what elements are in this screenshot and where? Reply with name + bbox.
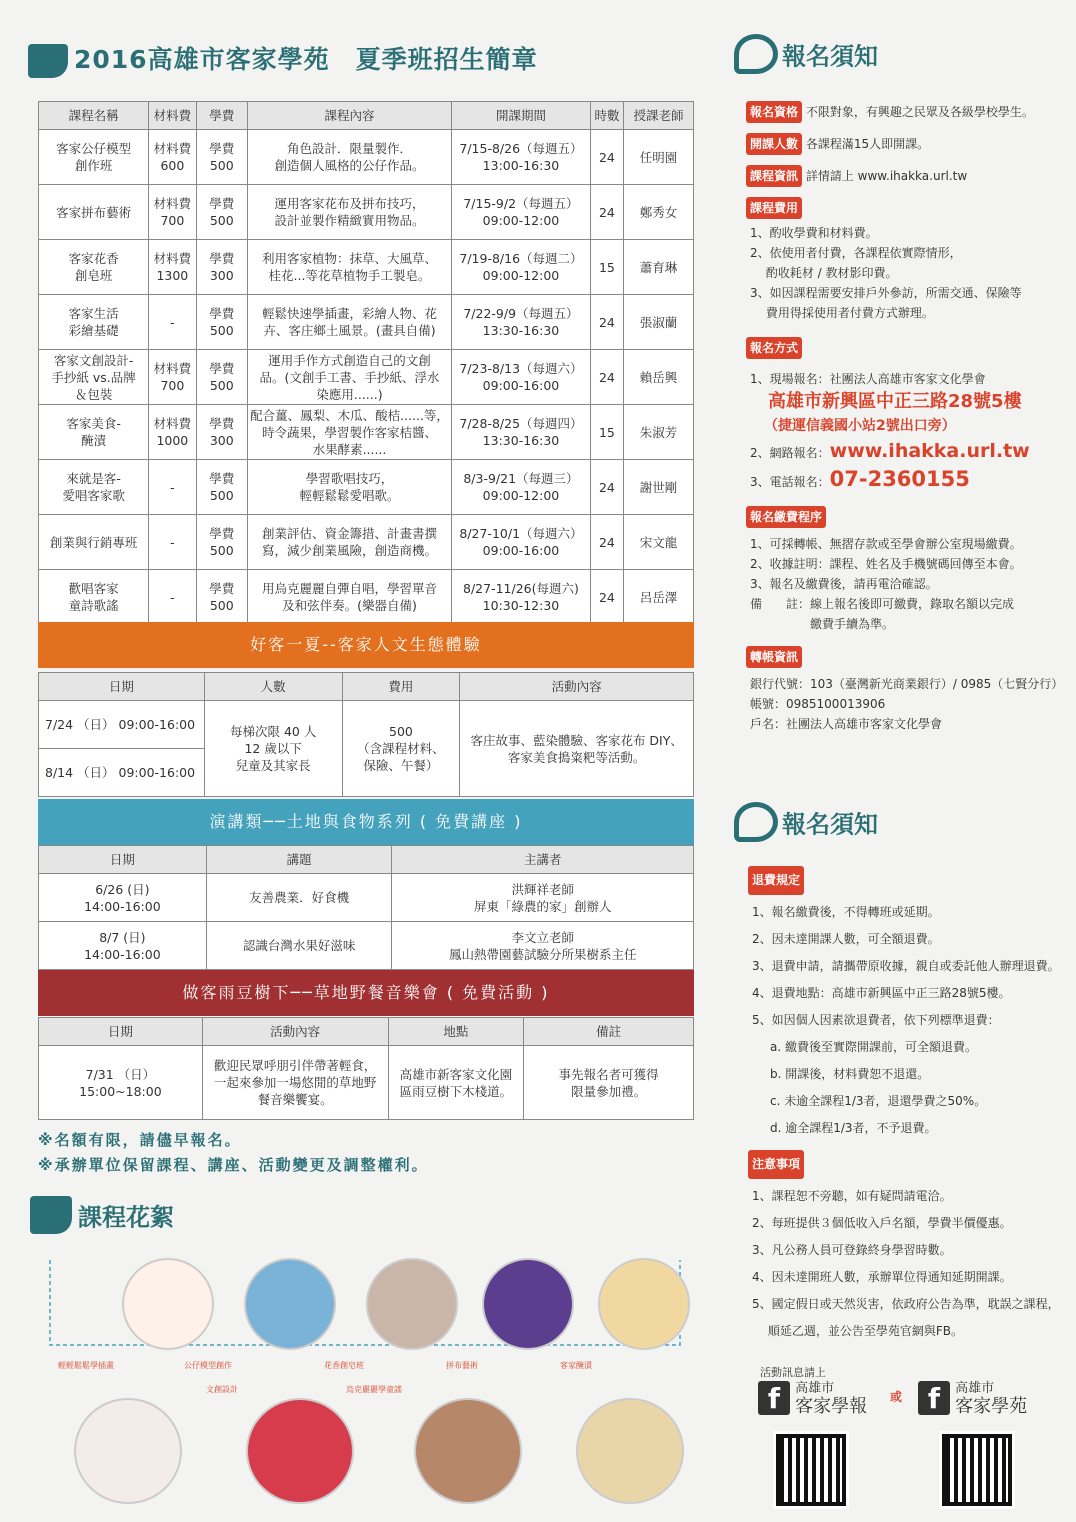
caption-design: 文創設計 [206, 1385, 238, 1394]
list-item: 5、如因個人因素欲退費者，依下列標準退費： [752, 1013, 1000, 1027]
gallery-title [30, 1196, 174, 1234]
fb1-name: 客家學報 [795, 1396, 868, 1417]
fb2-name: 客家學苑 [955, 1396, 1028, 1417]
course-cell: 24 [590, 295, 623, 350]
course-cell: 24 [590, 515, 623, 570]
course-cell: 學習歌唱技巧， 輕輕鬆鬆愛唱歌。 [248, 460, 452, 515]
notice-2-header [734, 802, 878, 842]
course-table [38, 101, 694, 625]
table-row [39, 460, 694, 515]
caption-ukulele: 烏克麗麗學童謠 [346, 1385, 402, 1394]
list-item: 4、因未達開班人數，承辦單位得通知延期開課。 [752, 1270, 1012, 1284]
signup-phone-label: 3、電話報名： [750, 475, 830, 489]
list-item: 順延乙週，並公告至學苑官網與FB。 [752, 1324, 963, 1338]
exp-header-date: 日期 [39, 673, 205, 701]
list-item: 1、報名繳費後，不得轉班或延期。 [752, 905, 940, 919]
course-cell: 歡唱客家 童詩歌謠 [39, 570, 149, 625]
course-cell: 配合薑、鳳梨、木瓜、酸桔......等， 時令蔬果，學習製作客家桔醬、 水果酵素...... [248, 405, 452, 460]
gallery-photo-soap [366, 1258, 458, 1350]
list-item: 銀行代號：103（臺灣新光商業銀行）/ 0985（七賢分行） [750, 677, 1064, 691]
concert-date: 7/31 （日） 15:00~18:00 [39, 1046, 203, 1120]
gallery-photo-pickles [598, 1258, 690, 1350]
course-cell: 8/27-10/1（每週六） 09:00-16:00 [451, 515, 590, 570]
course-info-text: 詳情請上 www.ihakka.url.tw [805, 169, 968, 183]
table-row [39, 405, 694, 460]
notice-2-body [748, 866, 1073, 1345]
tag-payment-process: 報名繳費程序 [746, 506, 826, 528]
caption-illustration: 輕輕鬆鬆學插畫 [58, 1361, 114, 1370]
course-cell: - [149, 570, 196, 625]
tag-transfer-info: 轉帳資訊 [746, 646, 802, 668]
course-cell: 呂岳澤 [623, 570, 693, 625]
signup-phone[interactable]: 07-2360155 [829, 467, 970, 491]
tag-class-size: 開課人數 [746, 133, 802, 155]
course-cell: 材料費 700 [149, 185, 196, 240]
course-table-header [39, 102, 694, 130]
course-cell: 學費 500 [196, 570, 247, 625]
q-notice-icon [734, 802, 778, 842]
exp-header-fee: 費用 [342, 673, 460, 701]
qr-code-1[interactable] [776, 1434, 846, 1506]
course-cell: 材料費 700 [149, 350, 196, 405]
lecture-speaker-1: 洪輝祥老師 屏東「綠農的家」創辦人 [392, 874, 694, 922]
list-item: 酌收耗材 / 教材影印費。 [750, 266, 898, 280]
signup-onsite: 1、現場報名：社團法人高雄市客家文化學會 [750, 372, 986, 386]
course-header-6: 授課老師 [623, 102, 693, 130]
course-cell: 來就是客- 愛唱客家歌 [39, 460, 149, 515]
course-cell: 學費 500 [196, 295, 247, 350]
tag-eligibility: 報名資格 [746, 101, 802, 123]
signup-web-label: 2、網路報名： [750, 446, 830, 460]
signup-address-note: （捷運信義國小站2號出口旁） [764, 418, 956, 434]
remark-2: ※承辦單位保留課程、講座、活動變更及調整權利。 [38, 1156, 429, 1174]
tag-notes: 注意事項 [748, 1150, 804, 1179]
course-cell: 客家花香 創皂班 [39, 240, 149, 295]
exp-header-people: 人數 [204, 673, 342, 701]
course-cell: 蕭育琳 [623, 240, 693, 295]
list-item: 帳號：0985100013906 [750, 697, 886, 711]
or-text: 或 [890, 1390, 903, 1404]
fb2-city: 高雄市 [955, 1381, 995, 1396]
page-title [28, 40, 538, 78]
course-cell: 8/3-9/21（每週三） 09:00-12:00 [451, 460, 590, 515]
list-item: c. 未逾全課程1/3者，退還學費之50%。 [770, 1094, 987, 1108]
bank-list [746, 674, 1071, 734]
class-size-text: 各課程滿15人即開課。 [805, 137, 930, 151]
course-cell: 材料費 1300 [149, 240, 196, 295]
course-cell: 張淑蘭 [623, 295, 693, 350]
course-cell: 用烏克麗麗自彈自唱，學習單音 及和弦伴奏。(樂器自備) [248, 570, 452, 625]
list-item: 繳費手續為準。 [750, 617, 895, 631]
refund-sub-list [748, 1034, 1073, 1142]
course-cell: 謝世剛 [623, 460, 693, 515]
course-cell: 學費 500 [196, 185, 247, 240]
course-header-0: 課程名稱 [39, 102, 149, 130]
lecture-header-date: 日期 [39, 846, 207, 874]
course-cell: 8/27-11/26(每週六) 10:30-12:30 [451, 570, 590, 625]
concert-header-note: 備註 [524, 1018, 694, 1046]
notice-1-title: 報名須知 [782, 42, 878, 71]
notice-1-body [746, 101, 1071, 734]
caption-soap: 花香創皂班 [324, 1361, 364, 1370]
list-item: 費用得採使用者付費方式辦理。 [750, 306, 934, 320]
course-cell: 運用手作方式創造自己的文創 品。(文創手工書、手抄紙、浮水 染應用......) [248, 350, 452, 405]
book-icon [28, 44, 68, 78]
course-cell: 24 [590, 570, 623, 625]
concert-place: 高雄市新客家文化園 區雨豆樹下木棧道。 [388, 1046, 524, 1120]
lecture-topic-1: 友善農業．好食機 [206, 874, 392, 922]
course-cell: 24 [590, 460, 623, 515]
qr-code-2[interactable] [942, 1434, 1012, 1506]
fb1-city: 高雄市 [795, 1381, 835, 1396]
course-cell: 創業與行銷專班 [39, 515, 149, 570]
course-cell: 7/15-9/2（每週五） 09:00-12:00 [451, 185, 590, 240]
caption-patchwork: 拼布藝術 [446, 1361, 478, 1370]
exp-fee: 500 （含課程材料、 保險、午餐） [342, 701, 460, 797]
table-row [39, 515, 694, 570]
course-cell: 學費 500 [196, 460, 247, 515]
table-row [39, 295, 694, 350]
payment-list [746, 534, 1071, 634]
refund-list [748, 899, 1073, 1034]
course-cell: - [149, 515, 196, 570]
concert-bar: 做客雨豆樹下──草地野餐音樂會 ( 免費活動 ) [38, 970, 694, 1016]
gallery-photo-patchwork [482, 1258, 574, 1350]
course-cell: 宋文龍 [623, 515, 693, 570]
list-item: d. 逾全課程1/3者，不予退費。 [770, 1121, 937, 1135]
course-cell: 賴岳興 [623, 350, 693, 405]
caption-figurine: 公仔模型創作 [184, 1361, 232, 1370]
exp-date-2: 8/14 （日） 09:00-16:00 [39, 749, 205, 797]
exp-people: 每梯次限 40 人 12 歲以下 兒童及其家長 [204, 701, 342, 797]
tag-course-info: 課程資訊 [746, 165, 802, 187]
experience-table [38, 672, 694, 797]
list-item: 3、報名及繳費後，請再電洽確認。 [750, 577, 938, 591]
course-cell: 7/15-8/26（每週五） 13:00-16:30 [451, 130, 590, 185]
exp-header-content: 活動內容 [460, 673, 694, 701]
course-cell: - [149, 460, 196, 515]
concert-header-content: 活動內容 [202, 1018, 388, 1046]
fb-page-1[interactable] [758, 1380, 867, 1416]
table-row [39, 240, 694, 295]
course-cell: 客家公仔模型 創作班 [39, 130, 149, 185]
course-cell: 24 [590, 350, 623, 405]
course-cell: 角色設計．限量製作． 創造個人風格的公仔作品。 [248, 130, 452, 185]
list-item: 3、退費申請，請攜帶原收據，親自或委託他人辦理退費。 [752, 959, 1060, 973]
list-item: 5、國定假日或天然災害，依政府公告為準，耽誤之課程， [752, 1297, 1060, 1311]
course-header-1: 材料費 [149, 102, 196, 130]
book-icon [30, 1196, 72, 1234]
course-cell: 24 [590, 130, 623, 185]
gallery-photo-ukulele [414, 1398, 522, 1504]
gallery-photo-package [246, 1398, 354, 1504]
list-item: 2、每班提供３個低收入戶名額，學費半價優惠。 [752, 1216, 1012, 1230]
course-header-2: 學費 [196, 102, 247, 130]
course-cell: 材料費 1000 [149, 405, 196, 460]
signup-address: 高雄市新興區中正三路28號5樓 [768, 391, 1022, 412]
notes-list [748, 1183, 1073, 1345]
course-cell: 學費 300 [196, 240, 247, 295]
table-row [39, 570, 694, 625]
list-item: 3、如因課程需要安排戶外參訪，所需交通、保險等 [750, 286, 1022, 300]
course-cell: 7/23-8/13（每週六） 09:00-16:00 [451, 350, 590, 405]
lecture-topic-2: 認識台灣水果好滋味 [206, 922, 392, 970]
course-cell: 學費 500 [196, 350, 247, 405]
gallery-photo-illustration [122, 1258, 214, 1350]
tag-signup-method: 報名方式 [746, 337, 802, 359]
list-item: 3、凡公務人員可登錄終身學習時數。 [752, 1243, 952, 1257]
lecture-date-1: 6/26 (日) 14:00-16:00 [39, 874, 207, 922]
list-item: 2、收據註明：課程、姓名及手機號碼回傳至本會。 [750, 557, 1022, 571]
course-cell: 15 [590, 405, 623, 460]
list-item: 4、退費地點：高雄市新興區中正三路28號5樓。 [752, 986, 1011, 1000]
course-cell: 客家拼布藝術 [39, 185, 149, 240]
list-item: 戶名：社團法人高雄市客家文化學會 [750, 717, 943, 731]
signup-web-link[interactable]: www.ihakka.url.tw [829, 440, 1030, 462]
table-row [39, 130, 694, 185]
exp-content: 客庄故事、藍染體驗、客家花布 DIY、 客家美食搗粢粑等活動。 [460, 701, 694, 797]
course-cell: 材料費 600 [149, 130, 196, 185]
course-cell: 7/22-9/9（每週五） 13:30-16:30 [451, 295, 590, 350]
table-row [39, 350, 694, 405]
concert-header-place: 地點 [388, 1018, 524, 1046]
course-cell: 7/28-8/25（每週四） 13:30-16:30 [451, 405, 590, 460]
course-cell: 學費 300 [196, 405, 247, 460]
eligibility-text: 不限對象，有興趣之民眾及各級學校學生。 [805, 105, 1034, 119]
list-item: a. 繳費後至實際開課前，可全額退費。 [770, 1040, 977, 1054]
concert-content: 歡迎民眾呼朋引伴帶著輕食， 一起來參加一場悠閒的草地野 餐音樂饗宴。 [202, 1046, 388, 1120]
facebook-icon: f [758, 1381, 790, 1415]
facebook-icon: f [918, 1381, 950, 1415]
caption-pickles: 客家醃漬 [560, 1361, 592, 1370]
title-text: 2016高雄市客家學苑 夏季班招生簡章 [74, 45, 538, 74]
course-cell: 學費 500 [196, 130, 247, 185]
course-cell: 學費 500 [196, 515, 247, 570]
list-item: 1、課程恕不旁聽，如有疑問請電洽。 [752, 1189, 952, 1203]
list-item: 備 註：線上報名後即可繳費，錄取名額以完成 [750, 597, 1015, 611]
exp-date-1: 7/24 （日） 09:00-16:00 [39, 701, 205, 749]
notice-2-title: 報名須知 [782, 810, 878, 839]
course-cell: 輕鬆快速學插畫，彩繪人物、花 卉、客庄鄉土風景。(畫具自備) [248, 295, 452, 350]
lecture-bar: 演講類──土地與食物系列 ( 免費講座 ) [38, 799, 694, 845]
lecture-table [38, 845, 694, 970]
lecture-speaker-2: 李文立老師 鳳山熱帶園藝試驗分所果樹系主任 [392, 922, 694, 970]
q-notice-icon [734, 34, 778, 74]
list-item: 2、因未達開課人數，可全額退費。 [752, 932, 940, 946]
list-item: 2、依使用者付費，各課程依實際情形， [750, 246, 962, 260]
experience-bar: 好客一夏--客家人文生態體驗 [38, 622, 694, 668]
course-cell: 創業評估、資金籌措、計畫書撰 寫，減少創業風險，創造商機。 [248, 515, 452, 570]
course-cell: - [149, 295, 196, 350]
course-cell: 15 [590, 240, 623, 295]
gallery-photo-design [74, 1398, 182, 1504]
course-header-4: 開課期間 [451, 102, 590, 130]
remark-1: ※名額有限，請儘早報名。 [38, 1131, 242, 1149]
concert-note: 事先報名者可獲得 限量參加禮。 [524, 1046, 694, 1120]
lecture-date-2: 8/7 (日) 14:00-16:00 [39, 922, 207, 970]
course-cell: 7/19-8/16（每週二） 09:00-12:00 [451, 240, 590, 295]
gallery-photo-figurine [244, 1258, 336, 1350]
concert-header-date: 日期 [39, 1018, 203, 1046]
concert-table [38, 1017, 694, 1120]
course-cell: 客家生活 彩繪基礎 [39, 295, 149, 350]
course-cell: 鄭秀女 [623, 185, 693, 240]
list-item: b. 開課後，材料費恕不退還。 [770, 1067, 930, 1081]
table-row [39, 185, 694, 240]
course-header-3: 課程內容 [248, 102, 452, 130]
tag-course-fee: 課程費用 [746, 197, 802, 219]
gallery-title-text: 課程花絮 [78, 1203, 174, 1232]
list-item: 1、可採轉帳、無摺存款或至學會辦公室現場繳費。 [750, 537, 1022, 551]
course-cell: 客家文創設計- 手抄紙 vs.品牌 ＆包裝 [39, 350, 149, 405]
notice-1-header [734, 34, 878, 74]
course-cell: 24 [590, 185, 623, 240]
course-cell: 運用客家花布及拼布技巧， 設計並製作精緻實用物品。 [248, 185, 452, 240]
course-cell: 任明園 [623, 130, 693, 185]
course-header-5: 時數 [590, 102, 623, 130]
lecture-header-speaker: 主講者 [392, 846, 694, 874]
fb-label: 活動訊息請上 [760, 1366, 826, 1379]
lecture-header-topic: 講題 [206, 846, 392, 874]
course-cell: 朱淑芳 [623, 405, 693, 460]
fee-list [746, 223, 1071, 323]
course-cell: 客家美食- 醃漬 [39, 405, 149, 460]
list-item: 1、酌收學費和材料費。 [750, 226, 878, 240]
gallery-photo-food [576, 1398, 684, 1504]
tag-refund: 退費規定 [748, 866, 804, 895]
course-cell: 利用客家植物：抹草、大風草、 桂花...等花草植物手工製皂。 [248, 240, 452, 295]
fb-page-2[interactable] [918, 1380, 1027, 1416]
